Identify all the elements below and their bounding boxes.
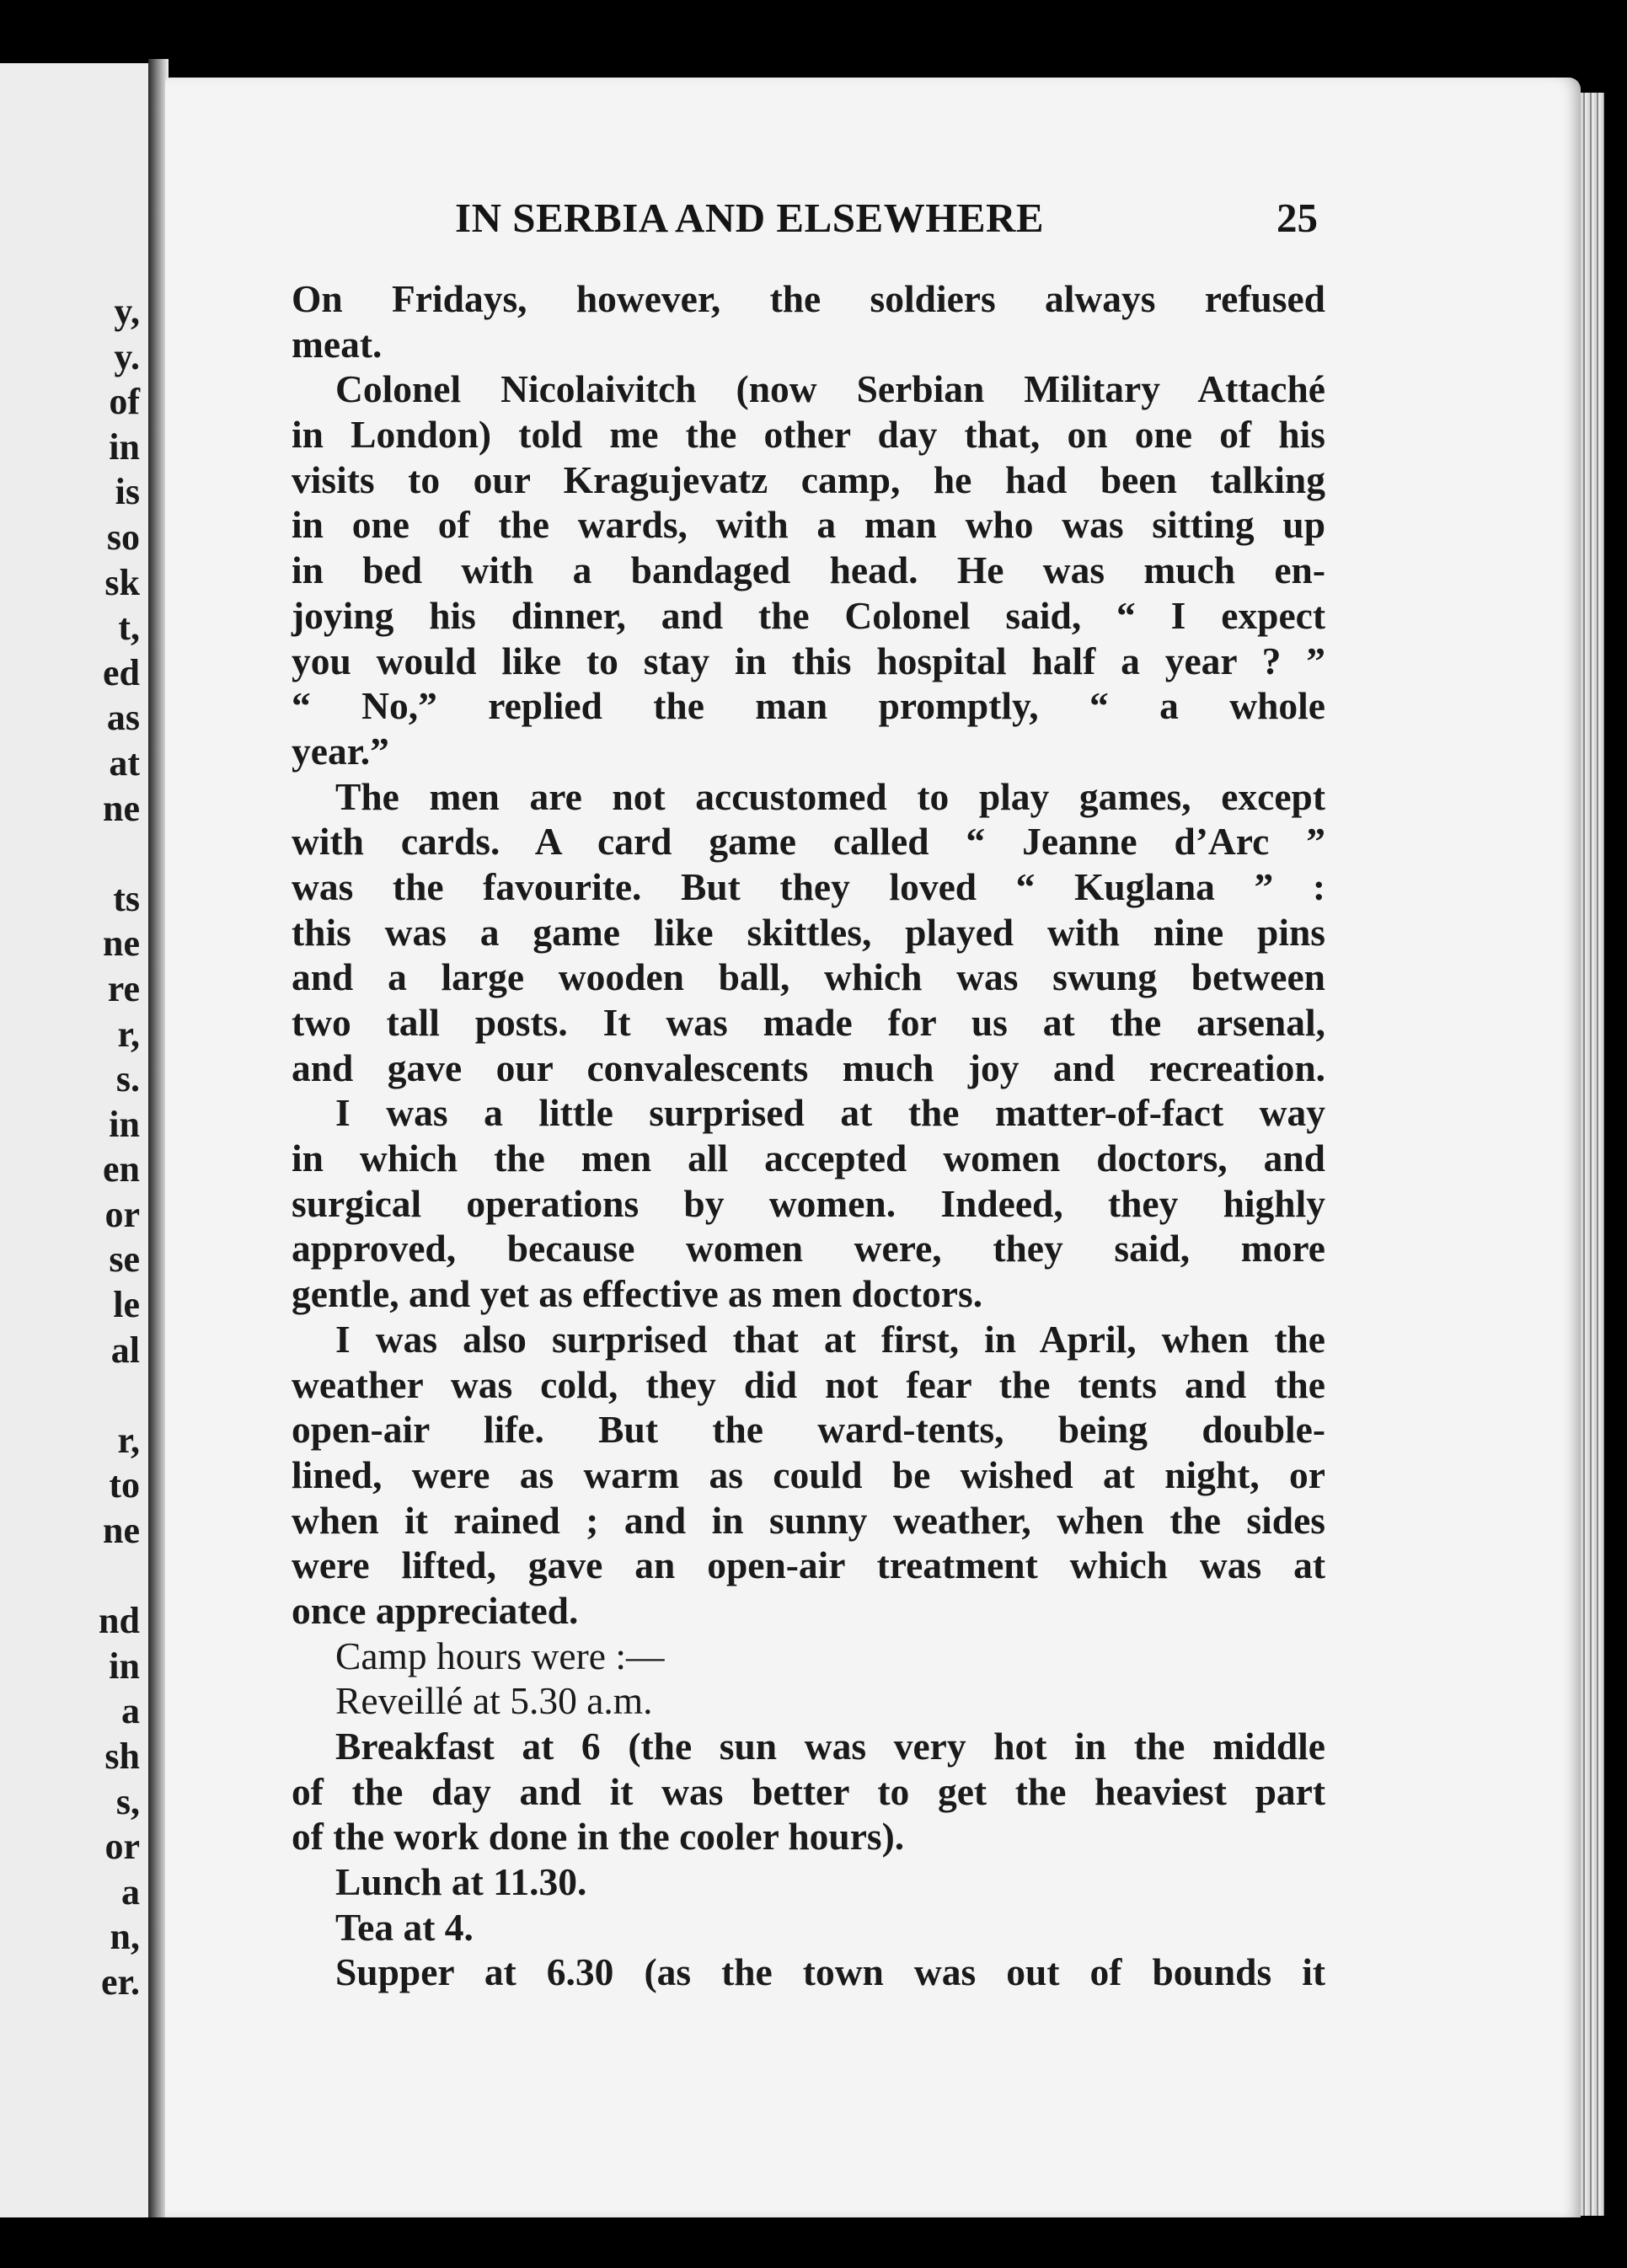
text-line: Reveillé at 5.30 a.m.	[335, 1679, 653, 1723]
text-line: and gave our convalescents much joy and recreation.	[292, 1046, 1325, 1089]
text-line: visits to our Kragujevatz camp, he had been talking	[292, 457, 1325, 501]
scan-border	[0, 2217, 1627, 2268]
text-line: Colonel Nicolaivitch (now Serbian Military Attaché	[335, 367, 1325, 411]
page-stack-edge	[1581, 93, 1604, 2216]
text-line: of the work done in the cooler hours).	[292, 1815, 905, 1859]
text-line: Tea at 4.	[335, 1905, 474, 1949]
text-line: Camp hours were :—	[335, 1634, 665, 1677]
text-line: this was a game like skittles, played with nine pins	[292, 910, 1325, 954]
text-line: you would like to stay in this hospital half a year ? ”	[292, 639, 1325, 682]
text-line: The men are not accustomed to play games, except	[335, 774, 1325, 818]
text-line: with cards. A card game called “ Jeanne d’Arc ”	[292, 820, 1325, 864]
running-head: IN SERBIA AND ELSEWHERE	[455, 195, 1045, 241]
text-line: in bed with a bandaged head. He was much en-	[292, 548, 1325, 592]
text-line: weather was cold, they did not fear the tents and the	[292, 1362, 1325, 1406]
text-line: Breakfast at 6 (the sun was very hot in the middle	[335, 1725, 1325, 1768]
text-line: were lifted, gave an open-air treatment which was at	[292, 1543, 1325, 1587]
text-line: Lunch at 11.30.	[335, 1860, 587, 1904]
text-line: of the day and it was better to get the heaviest part	[292, 1769, 1325, 1813]
text-line: year.”	[292, 729, 389, 773]
text-line: Supper at 6.30 (as the town was out of bounds it	[335, 1950, 1325, 1994]
text-line: surgical operations by women. Indeed, they highly	[292, 1181, 1325, 1225]
page-number: 25	[1276, 195, 1318, 241]
text-line: meat.	[292, 322, 383, 366]
text-line: and a large wooden ball, which was swung between	[292, 955, 1325, 999]
text-line: in London) told me the other day that, on one of his	[292, 413, 1325, 457]
text-line: once appreciated.	[292, 1588, 579, 1632]
text-line: when it rained ; and in sunny weather, when the sides	[292, 1498, 1325, 1542]
text-line: gentle, and yet as effective as men doctors.	[292, 1272, 983, 1316]
text-line: open-air life. But the ward-tents, being double-	[292, 1408, 1325, 1452]
body-text	[292, 276, 1325, 1995]
text-line: joying his dinner, and the Colonel said, “ I expect	[292, 593, 1325, 637]
text-line: “ No,” replied the man promptly, “ a whole	[292, 684, 1325, 728]
text-line: in one of the wards, with a man who was sitting up	[292, 503, 1325, 547]
left-page-edge	[0, 63, 151, 2220]
text-line: I was also surprised that at first, in April, when the	[335, 1317, 1325, 1361]
text-line: I was a little surprised at the matter-of-fact way	[335, 1091, 1325, 1135]
text-line: was the favourite. But they loved “ Kuglana ” :	[292, 864, 1325, 908]
text-line: On Fridays, however, the soldiers always refused	[292, 277, 1325, 320]
text-line: approved, because women were, they said, more	[292, 1227, 1325, 1270]
text-line: in which the men all accepted women doctors, and	[292, 1137, 1325, 1180]
left-page-text-fragments: y, y. of in is so sk t, ed as at ne ts ne re r, s. in en or se le al r, to ne nd in a sh s, or a n, er.	[99, 291, 140, 2003]
text-line: two tall posts. It was made for us at the arsenal,	[292, 1001, 1325, 1044]
text-line: lined, were as warm as could be wished at night, or	[292, 1452, 1325, 1496]
